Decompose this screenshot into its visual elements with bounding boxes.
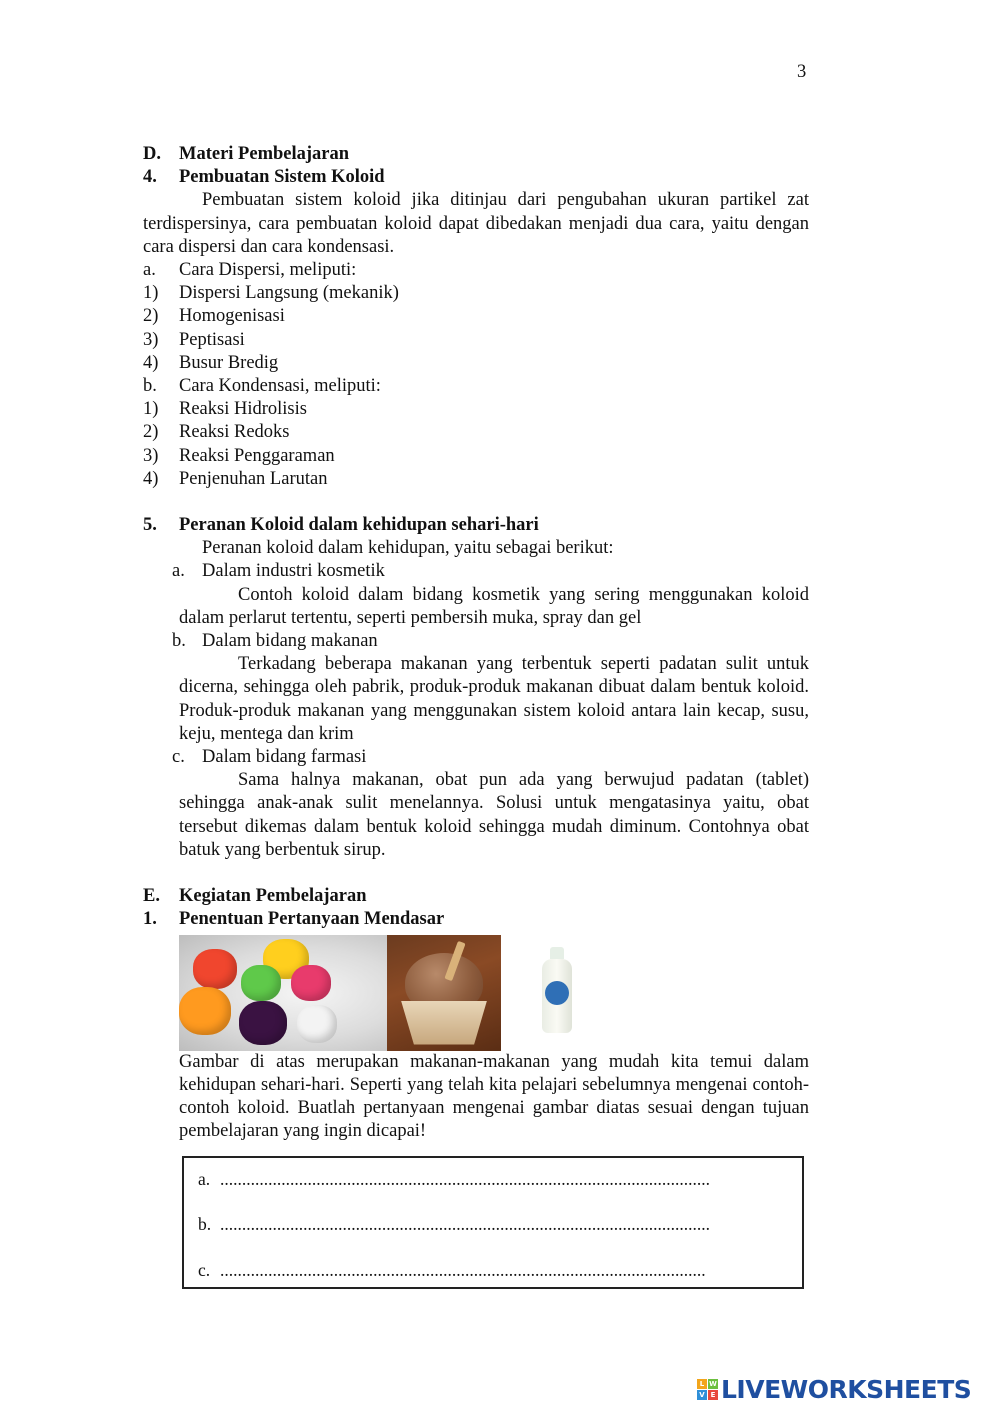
jelly-purple xyxy=(239,1001,287,1045)
list-item xyxy=(143,421,809,444)
item1-heading xyxy=(143,908,809,931)
kondensasi-label: Cara Kondensasi, meliputi: xyxy=(179,376,381,397)
bottle-label xyxy=(545,981,569,1005)
liveworksheets-logo[interactable] xyxy=(697,1375,972,1404)
food-photos xyxy=(179,935,809,1051)
item5-heading xyxy=(143,514,809,537)
sub-heading-makanan xyxy=(172,630,809,653)
sub-title: Dalam bidang farmasi xyxy=(202,747,367,768)
liveworksheets-icon xyxy=(697,1379,718,1400)
section-d-letter: D. xyxy=(143,144,161,164)
jelly-pink xyxy=(291,965,331,1001)
list-marker: 4) xyxy=(143,352,159,373)
list-item xyxy=(143,445,809,468)
section-e-letter: E. xyxy=(143,886,160,907)
kondensasi-heading xyxy=(143,375,809,398)
list-marker: 1) xyxy=(143,283,159,304)
list-marker: b. xyxy=(143,376,157,397)
item4-title: Pembuatan Sistem Koloid xyxy=(179,167,385,188)
item1-paragraph: Gambar di atas merupakan makanan-makanan yang mudah kita temui dalam kehidupan sehari-hari. Seperti yang telah kita pelajari sebelumnya mengenai contoh-contoh koloid. Buatlah pertanyaan mengenai gambar diatas sesuai dengan tujuan pembelajaran yang ingin dicapai! xyxy=(179,1051,809,1142)
answer-marker: a. xyxy=(198,1169,211,1189)
list-marker: 3) xyxy=(143,329,159,350)
answer-line-c[interactable] xyxy=(198,1259,706,1282)
answer-marker: c. xyxy=(198,1260,211,1280)
icon-letter: V xyxy=(697,1390,707,1400)
item1-title: Penentuan Pertanyaan Mendasar xyxy=(179,909,445,930)
jelly-photo xyxy=(179,935,387,1051)
icon-letter: W xyxy=(709,1380,717,1389)
list-item xyxy=(143,468,809,491)
list-marker: 1) xyxy=(143,399,159,420)
dispersi-heading xyxy=(143,259,809,282)
ice-cream-cup xyxy=(401,1001,487,1045)
spacer xyxy=(143,862,809,885)
answer-dots: ............................................................................................................... xyxy=(220,1260,706,1280)
list-item xyxy=(143,305,809,328)
liveworksheets-text: LIVEWORKSHEETS xyxy=(721,1375,972,1404)
icon-letter: L xyxy=(697,1379,707,1389)
list-item xyxy=(143,352,809,375)
answer-marker: b. xyxy=(198,1214,212,1234)
sub-paragraph-farmasi: Sama halnya makanan, obat pun ada yang berwujud padatan (tablet) sehingga anak-anak sulit menelannya. Solusi untuk mengatasinya yaitu, obat tersebut dikemas dalam bentuk koloid sehingga mudah diminum. Contohnya obat batuk yang berbentuk sirup. xyxy=(179,770,809,860)
sub-heading-farmasi xyxy=(172,746,809,769)
section-d-title: Materi Pembelajaran xyxy=(179,144,350,164)
item4-intro: Pembuatan sistem koloid jika ditinjau dari pengubahan ukuran partikel zat terdispersinya, cara pembuatan koloid dapat dibedakan menjadi dua cara, yaitu dengan cara dispersi dan cara kondensasi. xyxy=(143,190,809,257)
spacer xyxy=(143,491,809,514)
list-marker: a. xyxy=(143,260,156,281)
answer-dots: ................................................................................................................ xyxy=(220,1214,710,1234)
sub-marker: c. xyxy=(172,747,185,768)
list-item-text: Peptisasi xyxy=(179,329,245,350)
jelly-orange xyxy=(179,987,231,1035)
icon-letter: E xyxy=(708,1390,718,1400)
list-item-text: Reaksi Penggaraman xyxy=(179,445,335,466)
list-marker: 4) xyxy=(143,468,159,489)
list-item-text: Dispersi Langsung (mekanik) xyxy=(179,283,399,304)
ice-cream-photo xyxy=(387,935,501,1051)
list-item-text: Homogenisasi xyxy=(179,306,285,327)
answer-box xyxy=(182,1156,804,1289)
sub-marker: a. xyxy=(172,561,185,582)
list-item xyxy=(143,398,809,421)
page-number: 3 xyxy=(797,62,807,82)
sub-marker: b. xyxy=(172,631,186,652)
list-item-text: Penjenuhan Larutan xyxy=(179,468,328,489)
answer-line-a[interactable] xyxy=(198,1168,710,1191)
sub-paragraph-makanan: Terkadang beberapa makanan yang terbentuk seperti padatan sulit untuk dicerna, sehingga oleh pabrik, produk-produk makanan dibuat dalam bentuk koloid. Produk-produk makanan yang menggunakan sistem koloid antara lain kecap, susu, keju, mentega dan krim xyxy=(179,654,809,744)
list-marker: 2) xyxy=(143,422,159,443)
list-item-text: Reaksi Redoks xyxy=(179,422,290,443)
mayonnaise-bottle xyxy=(542,947,572,1033)
document-body xyxy=(143,143,809,1143)
list-marker: 2) xyxy=(143,306,159,327)
item4-heading xyxy=(143,166,809,189)
list-marker: 3) xyxy=(143,445,159,466)
answer-dots: ................................................................................................................ xyxy=(220,1169,710,1189)
sub-paragraph-kosmetik: Contoh koloid dalam bidang kosmetik yang sering menggunakan koloid dalam perlarut tertentu, seperti pembersih muka, spray dan gel xyxy=(179,584,809,628)
list-item-text: Reaksi Hidrolisis xyxy=(179,399,307,420)
answer-line-b[interactable] xyxy=(198,1213,710,1236)
item4-number: 4. xyxy=(143,167,157,188)
section-e-heading xyxy=(143,885,809,908)
item5-intro: Peranan koloid dalam kehidupan, yaitu sebagai berikut: xyxy=(202,538,614,559)
section-d-heading xyxy=(143,143,809,166)
list-item xyxy=(143,282,809,305)
dispersi-label: Cara Dispersi, meliputi: xyxy=(179,260,357,281)
list-item-text: Busur Bredig xyxy=(179,352,279,373)
jelly-clear xyxy=(297,1005,337,1043)
item5-number: 5. xyxy=(143,515,157,536)
jelly-green xyxy=(241,965,281,1001)
bottle-cap xyxy=(550,947,564,959)
sub-heading-kosmetik xyxy=(172,560,809,583)
sub-title: Dalam industri kosmetik xyxy=(202,561,385,582)
list-item xyxy=(143,329,809,352)
jelly-red xyxy=(193,949,237,989)
section-e-title: Kegiatan Pembelajaran xyxy=(179,886,367,907)
item1-number: 1. xyxy=(143,909,157,930)
mayonnaise-photo xyxy=(501,935,613,1051)
sub-title: Dalam bidang makanan xyxy=(202,631,378,652)
item5-title: Peranan Koloid dalam kehidupan sehari-hari xyxy=(179,515,539,536)
